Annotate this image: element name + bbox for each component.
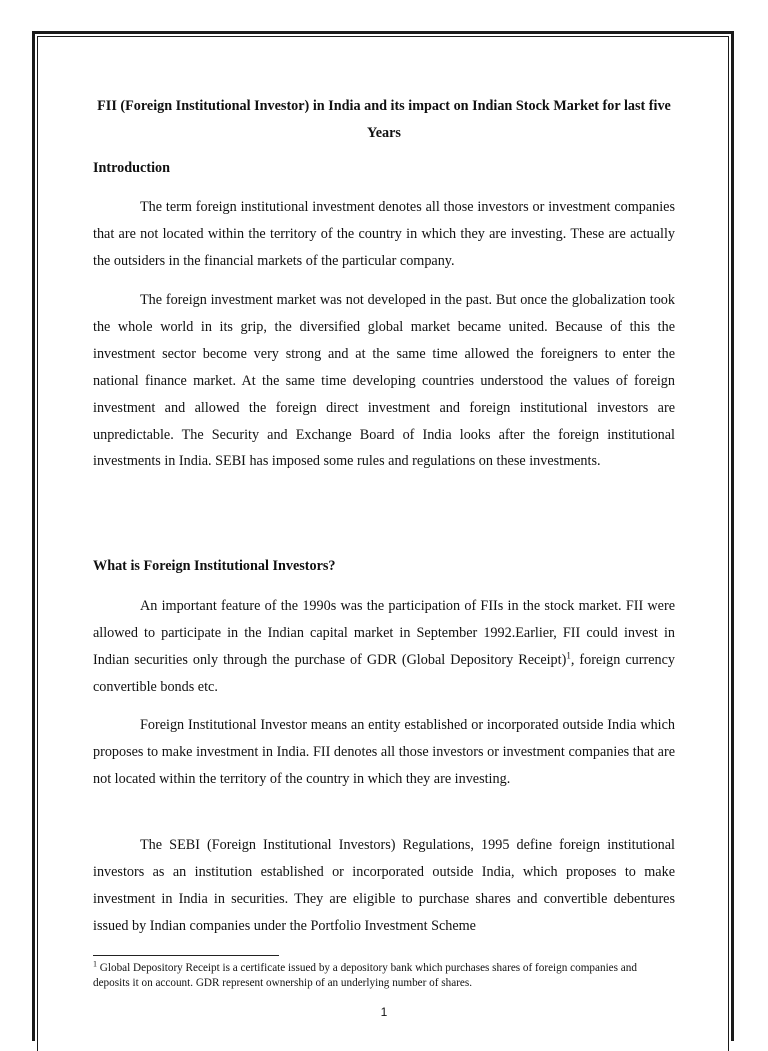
document-title: FII (Foreign Institutional Investor) in India and its impact on Indian Stock Market for last five Years — [97, 98, 671, 141]
intro-paragraph-2: The foreign investment market was not developed in the past. But once the globalization took the whole world in its grip, the diversified global market became united. Because of this the investment sector become very strong and at the same time allowed the foreigners to enter the national finance market. At the same time developing countries understood the values of foreign investment and allowed the foreign direct investment and foreign institutional investors are unpredictable. The Security and Exchange Board of India looks after the foreign institutional investments in India. SEBI has imposed some rules and regulations on these investments. — [93, 292, 675, 470]
section-heading-what-is-fii: What is Foreign Institutional Investors? — [93, 558, 336, 574]
intro-paragraph-1: The term foreign institutional investment denotes all those investors or investment companies that are not located within the territory of the country in which they are investing. These are actually the outsiders in the financial markets of the particular company. — [93, 199, 675, 269]
footnote-text: Global Depository Receipt is a certificate issued by a depository bank which purchases shares of foreign companies and deposits it on account. GDR represent ownership of an underlying number of shares. — [93, 962, 637, 989]
footnote-mark: 1 — [93, 959, 97, 969]
fii-paragraph-3: The SEBI (Foreign Institutional Investors) Regulations, 1995 define foreign institutional investors as an institution established or incorporated outside India, which proposes to make investment in India in securities. They are eligible to purchase shares and convertible debentures issued by Indian companies under the Portfolio Investment Scheme — [93, 837, 675, 934]
fii-paragraph-2: Foreign Institutional Investor means an entity established or incorporated outside India which proposes to make investment in India. FII denotes all those investors or investment companies that are not located within the territory of the country in which they are investing. — [93, 717, 675, 787]
section-heading-introduction: Introduction — [93, 160, 170, 176]
footnote-reference[interactable]: 1 — [566, 650, 571, 661]
footnote — [93, 961, 653, 991]
page-number: 1 — [380, 1005, 388, 1019]
fii-paragraph-1-text: An important feature of the 1990s was the participation of FIIs in the stock market. FII were allowed to participate in the Indian capital market in September 1992.Earlier, FII could invest in Indian securities only through the purchase of GDR (Global Depository Receipt) — [93, 598, 675, 668]
fii-paragraph-1-tail: , foreign currency convertible bonds etc. — [93, 651, 675, 695]
fii-paragraph-1 — [93, 593, 675, 701]
footnote-separator — [93, 955, 279, 956]
